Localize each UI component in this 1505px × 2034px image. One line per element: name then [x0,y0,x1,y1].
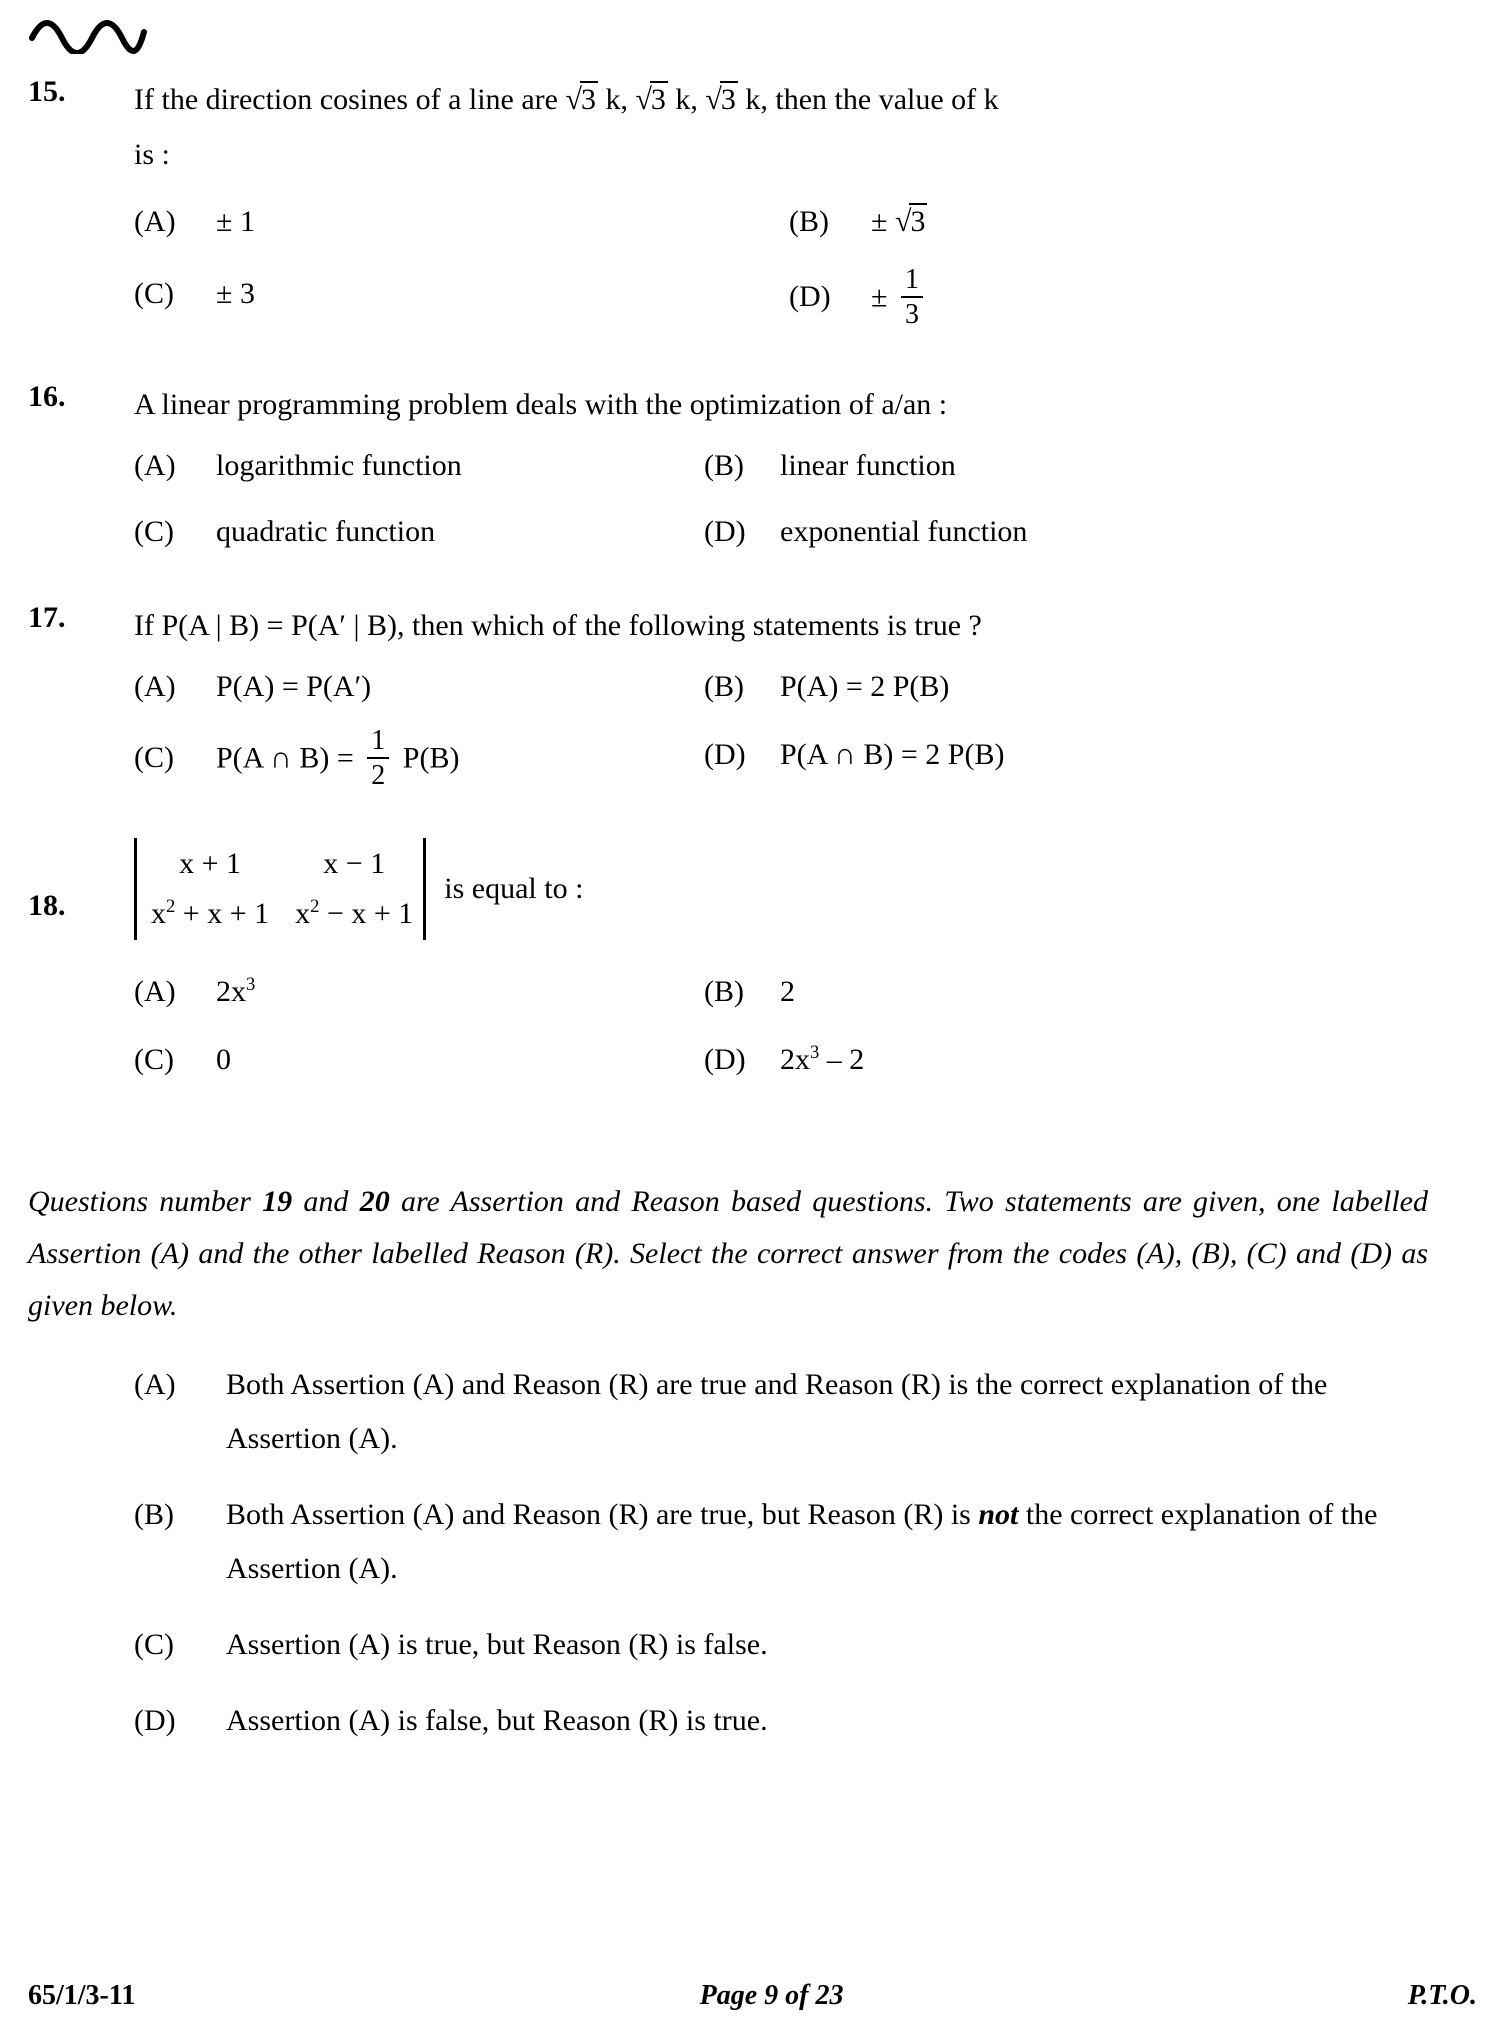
option-value: P(A ∩ B) = 2 P(B) [780,738,1005,771]
option-a[interactable] [134,440,704,492]
question-18 [28,838,1448,1086]
option-label: (B) [704,449,744,482]
page-number: Page 9 of 23 [699,1980,844,2011]
option-value: exponential function [780,515,1028,548]
option-value: P(A) = P(A′) [216,670,372,703]
option-d[interactable] [704,729,1359,781]
option-b[interactable] [704,966,1359,1018]
stem-k-b: k, [667,83,706,116]
option-text: Assertion (A) is true, but Reason (R) is false. [226,1628,768,1661]
option-label: (A) [134,205,176,238]
question-stem: A linear programming problem deals with the optimization of a/an : [134,388,948,421]
option-label: (B) [704,975,744,1008]
assertion-reason-section [28,1176,1448,1748]
stem-k-a: k, [597,83,636,116]
question-number: 16. [28,380,66,413]
option-label: (A) [134,975,176,1008]
stem-text-post: , then the value of k [760,83,999,116]
option-label: (D) [134,1704,176,1737]
question-number: 17. [28,601,66,634]
option-label: (C) [134,1043,174,1076]
option-c[interactable] [134,268,789,320]
option-value: $2x^3 - 2$ [780,1042,865,1076]
emphasis-not: not [978,1498,1019,1531]
option-value: linear function [780,449,956,482]
option-label: (D) [704,738,746,771]
determinant-right-bar [423,838,426,940]
question-stem [134,72,1448,182]
determinant-cell-r2c1: $x^2 + x + 1$ [151,896,270,930]
option-label: (B) [134,1498,174,1531]
page-footer [28,1980,1477,2012]
determinant-expression [134,838,1448,940]
turn-over-label: P.T.O. [1407,1980,1477,2011]
sqrt-3-a: √3 [565,83,596,116]
options-row-1 [134,196,1448,248]
options-list [134,966,1448,1086]
question-body [134,838,1448,1086]
option-value: 0 [216,1043,231,1076]
option-label: (C) [134,1628,174,1661]
options-row-1 [134,966,1448,1018]
option-d[interactable] [789,264,1444,331]
question-number: 18. [28,889,66,922]
assertion-reason-intro: Questions number 19 and 20 are Assertion and Reason based questions. Two statements are given, one labelled Assertion (A) and the other labelled Reason (R). Select the correct answer from the codes (A), (B), (C) and (D) as given below. [28,1185,1428,1322]
determinant-tail-text: is equal to : [444,872,584,905]
option-c[interactable] [134,1034,704,1086]
question-15 [28,72,1448,331]
question-body [134,377,1448,558]
question-body [134,72,1448,331]
question-stem: If P(A | B) = P(A′ | B), then which of the following statements is true ? [134,609,982,642]
option-label: (B) [704,670,744,703]
questions-container [28,72,1448,1748]
option-text: Both Assertion (A) and Reason (R) are true and Reason (R) is the correct explanation of the Assertion (A). [226,1368,1328,1455]
option-d[interactable] [704,506,1359,558]
option-value: logarithmic function [216,449,462,482]
question-17 [28,598,1448,792]
option-value: ± 3 [216,277,255,310]
option-value: ± 1 [216,205,255,238]
option-label: (C) [134,741,174,775]
option-d[interactable] [704,1034,1359,1086]
option-a[interactable] [134,196,789,248]
option-label: (C) [134,277,174,310]
determinant-grid [137,838,423,940]
option-c[interactable] [134,725,704,792]
option-value: ± √3 [871,196,1444,248]
question-body [134,598,1448,792]
fraction: $\frac{1}{2}$ [367,727,389,790]
options-row-2 [134,506,1448,558]
options-row-2 [134,264,1448,331]
option-label: (B) [789,205,829,238]
option-text: Assertion (A) is false, but Reason (R) is true. [226,1704,768,1737]
option-value: P(A) = 2 P(B) [780,670,950,703]
determinant-cell-r1c2: x − 1 [323,847,386,880]
stem-k-c: k [737,83,761,116]
option-value: ± $\frac{1}{3}$ [871,268,1444,331]
option-label: (A) [134,1368,176,1401]
option-a[interactable] [134,661,704,713]
question-number: 15. [28,75,66,108]
wave-squiggle-icon [28,14,148,54]
sqrt-icon: √3 [894,205,926,238]
option-b[interactable] [704,661,1359,713]
sqrt-3-c: √3 [705,83,736,116]
question-16 [28,377,1448,558]
option-label: (A) [134,670,176,703]
determinant-cell-r1c1: x + 1 [179,847,242,880]
ar-option-c[interactable] [134,1618,1448,1672]
options-row-1 [134,661,1448,713]
fraction: $\frac{1}{3}$ [901,266,923,329]
assertion-reason-options [28,1358,1448,1748]
ar-option-b[interactable] [134,1488,1448,1596]
option-label: (A) [134,449,176,482]
options-row-2 [134,725,1448,792]
stem-text-pre: If the direction cosines of a line are [134,83,566,116]
option-b[interactable] [704,440,1359,492]
options-row-1 [134,440,1448,492]
ar-option-a[interactable] [134,1358,1448,1466]
option-a[interactable] [134,966,704,1018]
ar-option-d[interactable] [134,1694,1448,1748]
sqrt-3-b: √3 [635,83,666,116]
option-value: 2 [780,975,795,1008]
option-b[interactable] [789,196,1444,248]
paper-code: 65/1/3-11 [28,1980,136,2011]
determinant-cell-r2c2: $x^2 - x + 1$ [295,896,414,930]
option-label: (C) [134,515,174,548]
options-row-2 [134,1034,1448,1086]
option-text: Both Assertion (A) and Reason (R) are true, but Reason (R) is not the correct explanation of the Assertion (A). [226,1498,1378,1585]
option-label: (D) [704,515,746,548]
stem-line-2: is : [134,138,170,171]
options-list [134,661,1448,792]
option-label: (D) [704,1043,746,1076]
option-label: (D) [789,280,831,314]
option-value: $2x^3$ [216,974,256,1008]
options-list [134,440,1448,558]
option-c[interactable] [134,506,704,558]
option-value: P(A ∩ B) = $\frac{1}{2}$ P(B) [216,725,460,791]
option-value: quadratic function [216,515,436,548]
options-list [134,196,1448,331]
determinant [134,838,426,940]
